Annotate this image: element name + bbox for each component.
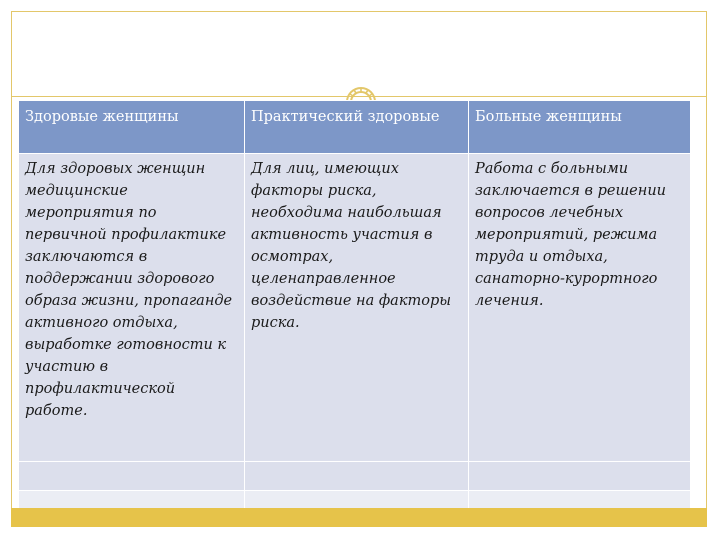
table-cell: Для лиц, имеющих факторы риска, необходима наибольшая активность участия в осмотрах, целенаправленное воздействие на факторы риска. bbox=[245, 154, 469, 462]
table-cell: Для здоровых женщин медицинские мероприятия по первичной профилактике заключаются в поддержании здорового образа жизни, пропаганде активного отдыха, выработке готовности к участию в профилактической работе. bbox=[19, 154, 245, 462]
table-cell bbox=[19, 462, 245, 491]
footer-bar bbox=[11, 508, 707, 527]
table-row bbox=[19, 154, 691, 462]
table-cell bbox=[245, 462, 469, 491]
table-cell: Работа с больными заключается в решении вопросов лечебных мероприятий, режима труда и отдыха, санаторно-курортного лечения. bbox=[469, 154, 691, 462]
header-sick-women: Больные женщины bbox=[469, 101, 691, 154]
header-practically-healthy: Практический здоровые bbox=[245, 101, 469, 154]
table-row bbox=[19, 462, 691, 491]
comparison-table bbox=[18, 100, 691, 520]
header-healthy-women: Здоровые женщины bbox=[19, 101, 245, 154]
table-header-row bbox=[19, 101, 691, 154]
table-cell bbox=[469, 462, 691, 491]
